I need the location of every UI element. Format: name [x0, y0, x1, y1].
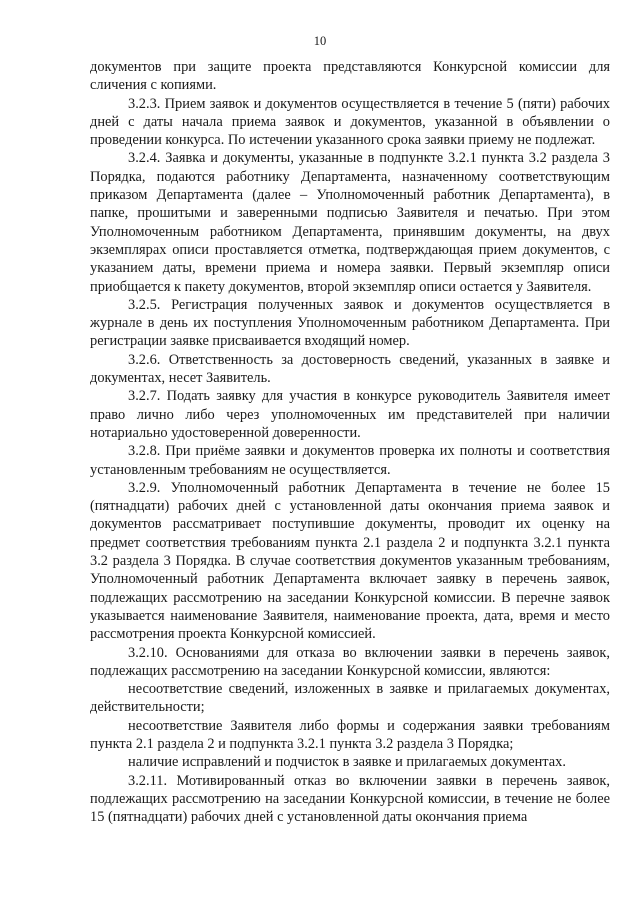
- list-item-reason-2: несоответствие Заявителя либо формы и содержания заявки требованиям пункта 2.1 раздела 2 и подпункта 3.2.1 пункта 3.2 раздела 3 Порядка;: [90, 717, 610, 752]
- paragraph-3-2-4: 3.2.4. Заявка и документы, указанные в подпункте 3.2.1 пункта 3.2 раздела 3 Порядка, подаются работнику Департамента, назначенному соответствующим приказом Департамента (далее – Уполномоченный работник Департамента), в папке, прошитыми и заверенными подписью Заявителя и печатью. При этом Уполномоченным работником Департамента, принявшим документы, на двух экземплярах описи проставляется отметка, подтверждающая прием документов, с указанием даты, времени приема и номера заявки. Первый экземпляр описи приобщается к пакету документов, второй экземпляр описи остается у Заявителя.: [90, 150, 610, 295]
- paragraph-3-2-11: 3.2.11. Мотивированный отказ во включении заявки в перечень заявок, подлежащих рассмотрению на заседании Конкурсной комиссии, в течение не более 15 (пятнадцати) рабочих дней с установленной даты окончания приема: [90, 772, 610, 826]
- paragraph-3-2-8: 3.2.8. При приёме заявки и документов проверка их полноты и соответствия установленным требованиям не осуществляется.: [90, 443, 610, 478]
- paragraph-3-2-5: 3.2.5. Регистрация полученных заявок и документов осуществляется в журнале в день их поступления Уполномоченным работником Департамента. При регистрации заявке присваивается входящий номер.: [90, 296, 610, 350]
- list-item-reason-3: наличие исправлений и подчисток в заявке и прилагаемых документах.: [128, 754, 566, 771]
- paragraph-3-2-3: 3.2.3. Прием заявок и документов осуществляется в течение 5 (пяти) рабочих дней с даты начала приема заявок и документов, указанной в объявлении о проведении конкурса. По истечении указанного срока заявки приему не подлежат.: [90, 95, 610, 149]
- paragraph-3-2-9: 3.2.9. Уполномоченный работник Департамента в течение не более 15 (пятнадцати) рабочих дней с установленной даты окончания приема заявок и документов рассматривает поступившие документы, проводит их оценку на предмет соответствия требованиям пункта 2.1 раздела 2 и подпункта 3.2.1 пункта 3.2 раздела 3 Порядка. В случае соответствия документов указанным требованиям, Уполномоченный работник Департамента включает заявку в перечень заявок, подлежащих рассмотрению на заседании Конкурсной комиссии. В перечне заявок указывается наименование Заявителя, наименование проекта, дата, время и место рассмотрения проекта Конкурсной комиссией.: [90, 479, 610, 643]
- paragraph-3-2-6: 3.2.6. Ответственность за достоверность сведений, указанных в заявке и документах, несет Заявитель.: [90, 351, 610, 387]
- document-body: [90, 58, 610, 826]
- paragraph-3-2-10: 3.2.10. Основаниями для отказа во включении заявки в перечень заявок, подлежащих рассмотрению на заседании Конкурсной комиссии, являются:: [90, 644, 610, 679]
- paragraph-continuation: документов при защите проекта представляются Конкурсной комиссии для сличения с копиями.: [90, 59, 610, 94]
- list-item-reason-1: несоответствие сведений, изложенных в заявке и прилагаемых документах, действительности;: [90, 681, 610, 716]
- paragraph-3-2-7: 3.2.7. Подать заявку для участия в конкурсе руководитель Заявителя имеет право лично либо через уполномоченных им представителей при наличии нотариально удостоверенной доверенности.: [90, 388, 610, 441]
- page-number: 10: [313, 34, 327, 48]
